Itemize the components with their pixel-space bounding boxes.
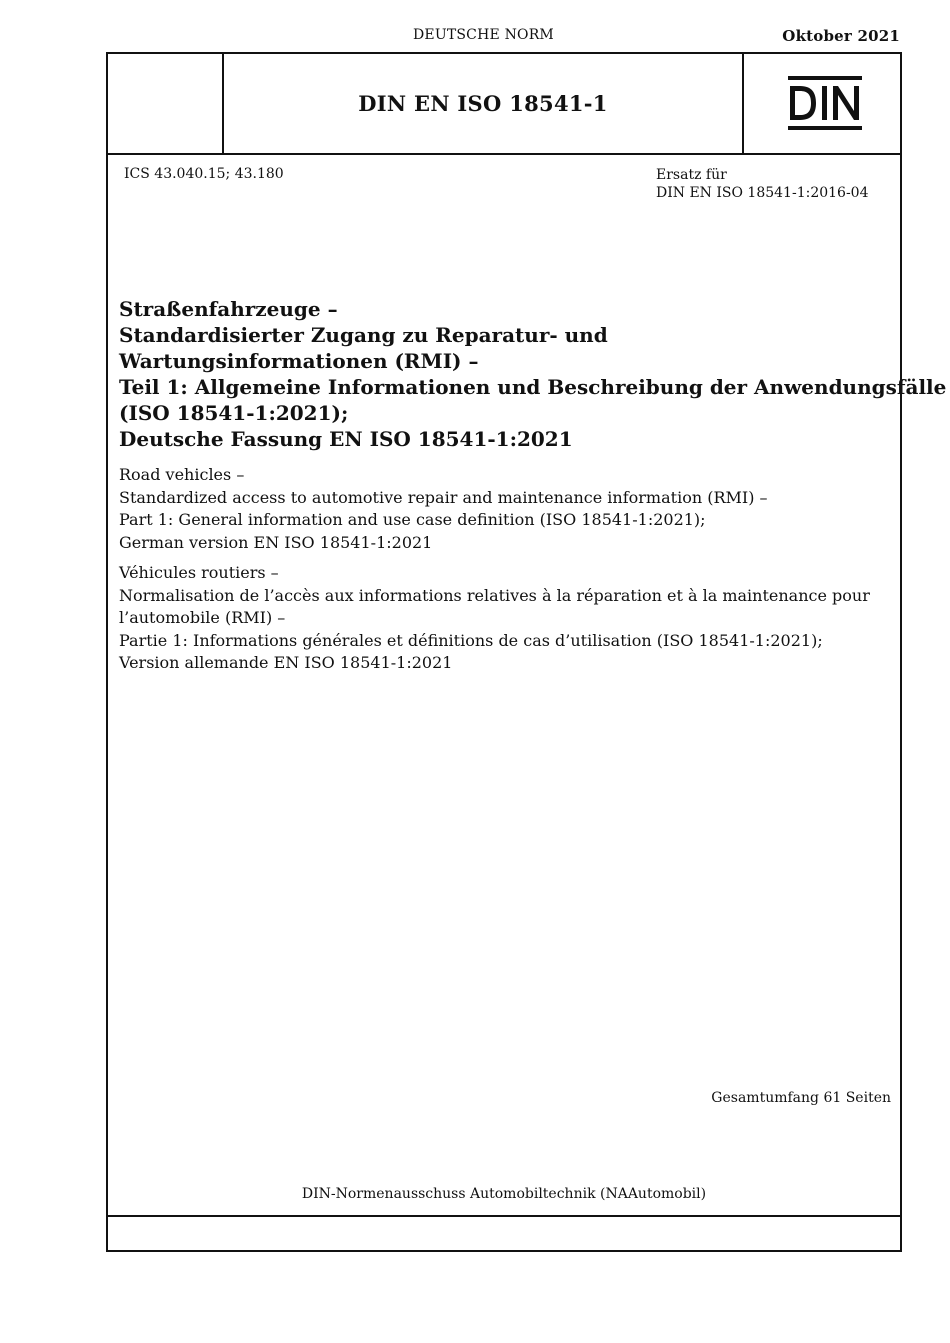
french-title-line: Version allemande EN ISO 18541-1:2021 <box>119 653 453 672</box>
din-logo <box>788 76 862 130</box>
committee-name: DIN-Normenausschuss Automobiltechnik (NAAutomobil) <box>301 1186 707 1202</box>
replaces-block <box>656 166 869 202</box>
english-title-line: German version EN ISO 18541-1:2021 <box>119 532 433 552</box>
english-title <box>119 464 889 554</box>
german-title-line: Teil 1: Allgemeine Informationen und Beschreibung der Anwendungsfälle <box>119 375 947 399</box>
french-title <box>119 562 889 675</box>
german-title <box>119 296 947 452</box>
ics-code: ICS 43.040.15; 43.180 <box>124 166 284 182</box>
total-pages: Gesamtumfang 61 Seiten <box>711 1090 891 1106</box>
header-title-cell <box>224 54 742 153</box>
cover-frame <box>106 52 947 1252</box>
english-title-line: Standardized access to automotive repair and maintenance information (RMI) – <box>119 487 768 507</box>
header-logo-cell <box>742 54 902 153</box>
english-title-line: Part 1: General information and use case definition (ISO 18541-1:2021); <box>119 510 706 529</box>
replaces-label: Ersatz für <box>656 167 727 183</box>
french-title-line: l’automobile (RMI) – <box>119 608 286 627</box>
footer-divider <box>108 1215 900 1217</box>
german-title-line: Deutsche Fassung EN ISO 18541-1:2021 <box>119 427 573 451</box>
german-title-line: Standardisierter Zugang zu Reparatur- und <box>119 323 608 347</box>
german-title-line: Wartungsinformationen (RMI) – <box>119 349 479 373</box>
document-type-label: DEUTSCHE NORM <box>413 27 554 43</box>
english-title-line: Road vehicles – <box>119 465 245 484</box>
header-left-cell <box>108 54 224 153</box>
header-row <box>108 54 900 155</box>
german-title-line: (ISO 18541-1:2021); <box>119 401 349 425</box>
replaces-value: DIN EN ISO 18541-1:2016-04 <box>656 185 869 201</box>
french-title-line: Véhicules routiers – <box>119 563 279 582</box>
standard-number: DIN EN ISO 18541-1 <box>358 91 608 116</box>
french-title-line: Partie 1: Informations générales et définitions de cas d’utilisation (ISO 18541-1:2021); <box>119 630 823 650</box>
french-title-line: Normalisation de l’accès aux informations relatives à la réparation et à la maintenance pour <box>119 585 870 605</box>
publication-date: Oktober 2021 <box>782 27 900 45</box>
german-title-line: Straßenfahrzeuge – <box>119 297 338 321</box>
